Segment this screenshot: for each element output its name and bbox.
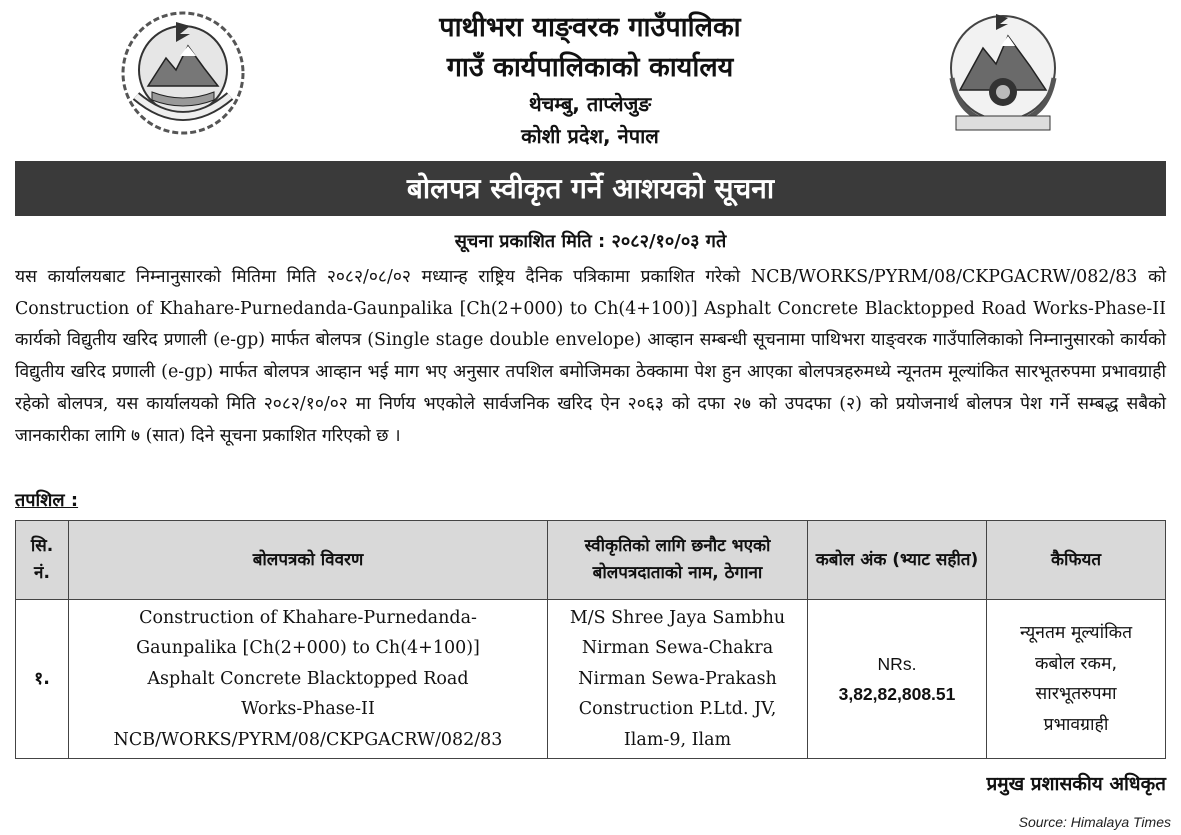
table-row bbox=[16, 600, 1166, 759]
office-header bbox=[250, 8, 930, 152]
office-name: पाथीभरा याङ्वरक गाउँपालिका bbox=[439, 12, 741, 43]
bidder-line: M/S Shree Jaya Sambhu bbox=[569, 607, 786, 628]
notice-title: बोलपत्र स्वीकृत गर्ने आशयको सूचना bbox=[15, 161, 1166, 216]
nepal-emblem-logo bbox=[118, 8, 248, 138]
col-remarks: कैफियत bbox=[987, 521, 1166, 600]
col-sn: सि. नं. bbox=[16, 521, 69, 600]
details-label: तपशिल : bbox=[15, 490, 79, 511]
remarks-line: सारभूतरुपमा bbox=[1035, 684, 1117, 704]
office-address-line-1: थेचम्बु, ताप्लेजुङ bbox=[528, 92, 652, 116]
row-amount bbox=[808, 600, 987, 759]
row-description bbox=[69, 600, 548, 759]
municipality-logo bbox=[938, 8, 1068, 138]
description-line: Construction of Khahare-Purnedanda- bbox=[139, 607, 477, 628]
amount-value: 3,82,82,808.51 bbox=[838, 684, 956, 704]
office-subtitle: गाउँ कार्यपालिकाको कार्यालय bbox=[446, 52, 734, 83]
col-bidder: स्वीकृतिको लागि छनौट भएको बोलपत्रदाताको नाम, ठेगाना bbox=[548, 521, 808, 600]
bidder-line: Nirman Sewa-Prakash bbox=[578, 668, 777, 689]
table-header-row bbox=[16, 521, 1166, 600]
remarks-line: कबोल रकम, bbox=[1034, 653, 1118, 674]
bid-table bbox=[15, 520, 1166, 759]
remarks-line: न्यूनतम मूल्यांकित bbox=[1019, 623, 1133, 643]
row-remarks bbox=[987, 600, 1166, 759]
description-line: Works-Phase-II bbox=[241, 699, 375, 720]
remarks-line: प्रभावग्राही bbox=[1043, 714, 1109, 735]
row-bidder bbox=[548, 600, 808, 759]
bidder-line: Ilam-9, Ilam bbox=[623, 729, 732, 750]
description-line: Gaunpalika [Ch(2+000) to Ch(4+100)] bbox=[136, 638, 480, 659]
bidder-line: Construction P.Ltd. JV, bbox=[578, 699, 777, 720]
published-date: सूचना प्रकाशित मिति : २०८२/१०/०३ गते bbox=[454, 231, 727, 252]
office-address-line-2: कोशी प्रदेश, नेपाल bbox=[521, 124, 659, 148]
row-sn: १. bbox=[16, 600, 69, 759]
notice-body: यस कार्यालयबाट निम्नानुसारको मितिमा मिति २०८२/०८/०२ मध्यान्ह राष्ट्रिय दैनिक पत्रिकामा प्रकाशित गरेको NCB/WORKS/PYRM/08/CKPGACRW/082/83 को Construction of Khahare-Purnedanda-Gaunpalika [Ch(2+000) to Ch(4+100)] Asphalt Concrete Blacktopped Road Works-Phase-II कार्यको विद्युतीय खरिद प्रणाली (e-gp) मार्फत बोलपत्र (Single stage double envelope) आव्हान सम्बन्धी सूचनामा पाथिभरा याङ्वरक गाउँपालिकाको निम्नानुसारको कार्यको विद्युतीय खरिद प्रणाली (e-gp) मार्फत बोलपत्र आव्हान भई माग भए अनुसार तपशिल बमोजिमका ठेक्कामा पेश हुन आएका बोलपत्रहरुमध्ये न्यूनतम मूल्यांकित सारभूतरुपमा प्रभावग्राही रहेको बोलपत्र, यस कार्यालयको मिति २०८२/१०/०२ मा निर्णय भएकोले सार्वजनिक खरिद ऐन २०६३ को दफा २७ को उपदफा (२) को प्रयोजनार्थ बोलपत्र पेश गर्ने सम्बद्ध सबैको जानकारीका लागि ७ (सात) दिने सूचना प्रकाशित गरिएको छ । bbox=[15, 267, 1166, 446]
col-description: बोलपत्रको विवरण bbox=[69, 521, 548, 600]
description-line: Asphalt Concrete Blacktopped Road bbox=[147, 668, 469, 689]
source-credit: Source: Himalaya Times bbox=[1018, 814, 1171, 830]
signatory-title: प्रमुख प्रशासकीय अधिकृत bbox=[986, 773, 1166, 795]
col-amount: कबोल अंक (भ्याट सहीत) bbox=[808, 521, 987, 600]
amount-currency: NRs. bbox=[877, 653, 917, 674]
bidder-line: Nirman Sewa-Chakra bbox=[581, 638, 774, 659]
description-line: NCB/WORKS/PYRM/08/CKPGACRW/082/83 bbox=[113, 729, 503, 750]
